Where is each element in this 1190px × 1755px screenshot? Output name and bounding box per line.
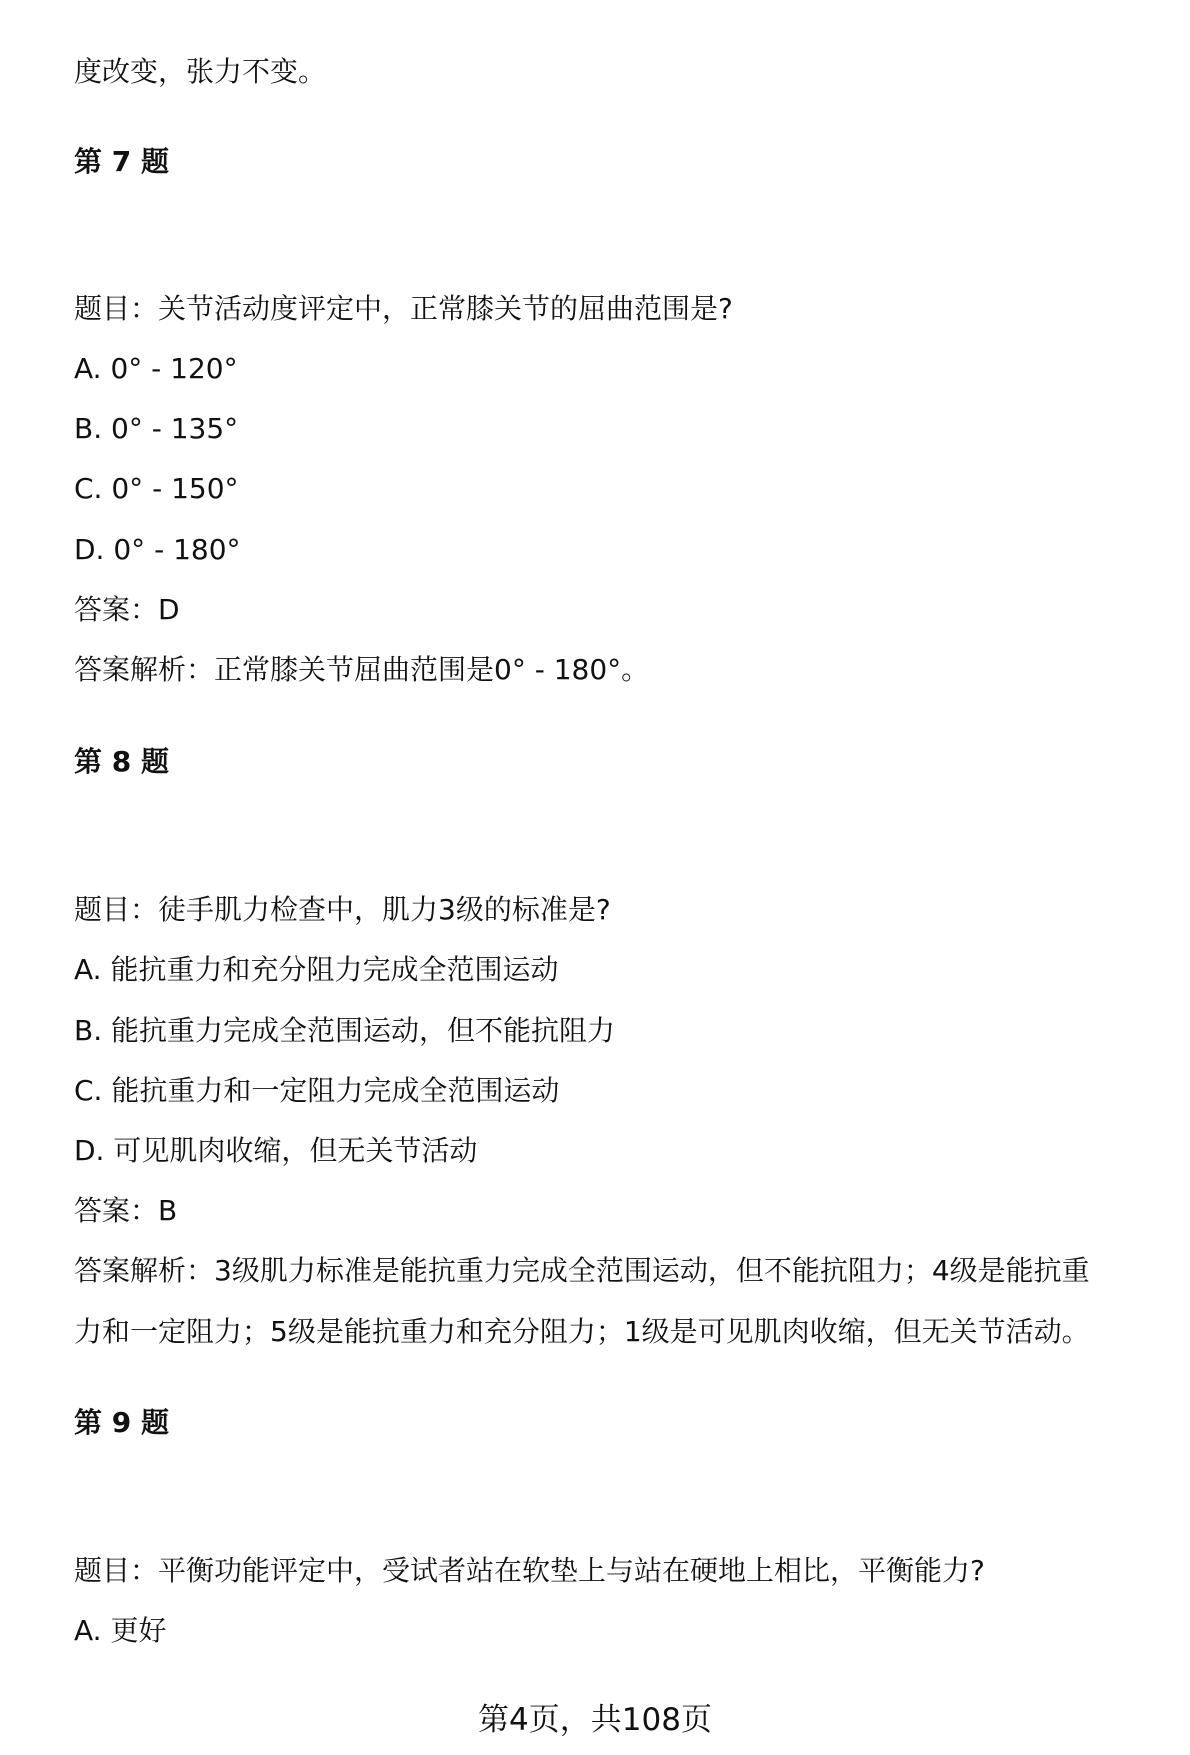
- answer-analysis: 答案解析：正常膝关节屈曲范围是0° - 180°。: [74, 653, 650, 686]
- answer: 答案：B: [74, 1194, 178, 1227]
- option-a: A. 0° - 120°: [74, 352, 238, 385]
- option-b: B. 能抗重力完成全范围运动，但不能抗阻力: [74, 1014, 616, 1047]
- option-a: A. 更好: [74, 1614, 167, 1647]
- answer-analysis: 答案解析：3级肌力标准是能抗重力完成全范围运动，但不能抗阻力；4级是能抗重: [74, 1254, 1090, 1287]
- option-d: D. 0° - 180°: [74, 533, 241, 566]
- option-c: C. 能抗重力和一定阻力完成全范围运动: [74, 1074, 560, 1107]
- option-a: A. 能抗重力和充分阻力完成全范围运动: [74, 953, 559, 986]
- question-text: 题目：徒手肌力检查中，肌力3级的标准是?: [74, 893, 611, 926]
- question-heading: 第 7 题: [74, 145, 169, 178]
- question-text: 题目：平衡功能评定中，受试者站在软垫上与站在硬地上相比，平衡能力?: [74, 1554, 985, 1587]
- option-c: C. 0° - 150°: [74, 472, 239, 505]
- answer-analysis: 力和一定阻力；5级是能抗重力和充分阻力；1级是可见肌肉收缩，但无关节活动。: [74, 1315, 1090, 1348]
- question-heading: 第 8 题: [74, 745, 169, 778]
- option-d: D. 可见肌肉收缩，但无关节活动: [74, 1134, 478, 1167]
- continuation-text: 度改变，张力不变。: [74, 55, 327, 88]
- option-b: B. 0° - 135°: [74, 412, 239, 445]
- page-footer: 第4页，共108页: [478, 1702, 712, 1738]
- question-heading: 第 9 题: [74, 1406, 169, 1439]
- question-text: 题目：关节活动度评定中，正常膝关节的屈曲范围是?: [74, 292, 733, 325]
- answer: 答案：D: [74, 593, 180, 626]
